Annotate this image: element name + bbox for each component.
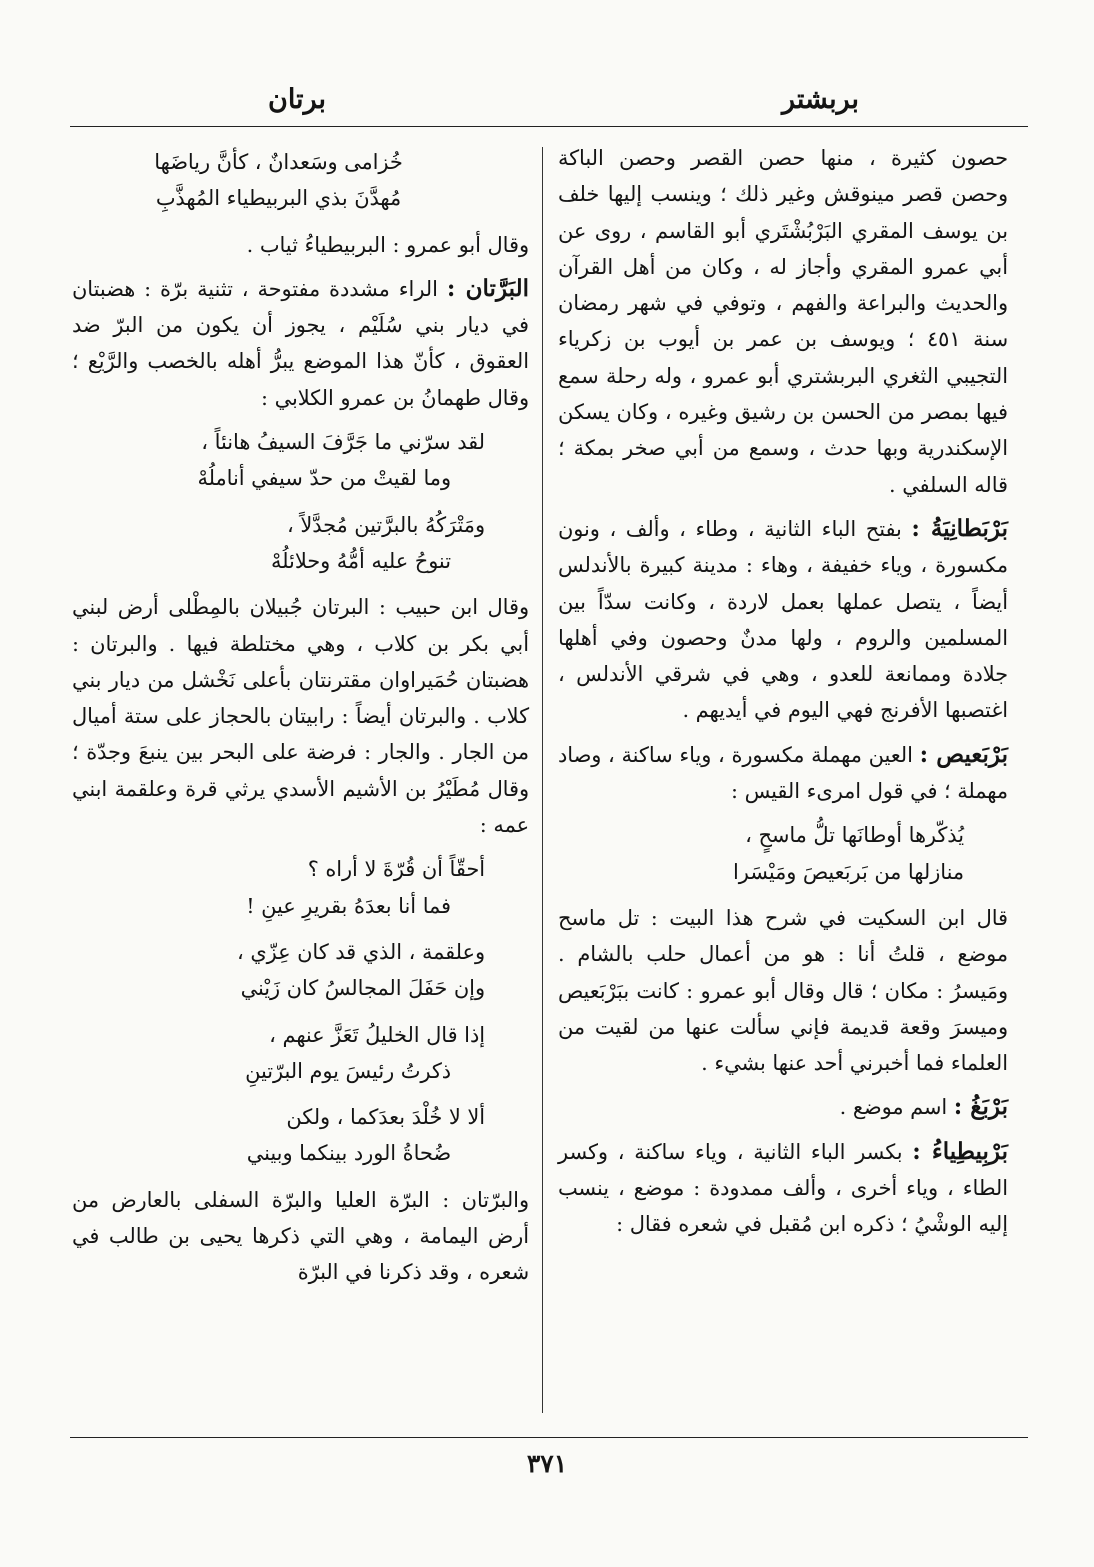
verse-hemistich: أحقّاً أن قُرّةَ لا أراه ؟ <box>307 857 485 882</box>
column-divider <box>542 147 543 1413</box>
quote-line: وقال أبو عمرو : البربيطياءُ ثياب . <box>246 232 529 257</box>
entry-term: البَرَّتان : <box>446 274 529 302</box>
verse-hemistich: وما لقيتْ من حدّ سيفي أناملُهْ <box>197 466 451 491</box>
running-header-right: بربشتر <box>781 84 859 115</box>
entry-text: بفتح الباء الثانية ، وطاء ، وألف ، ونون مكسورة ، وياء خفيفة ، وهاء : مدينة كبيرة بالأندلس أيضاً ، يتصل عملها بعمل لاردة ، وكانت سدّاً بين المسلمين والروم ، ولها مدنٌ وحصون وفي أهلها جلادة وممانعة للعدو ، وهي في شرقي الأندلس ، اغتصبها الأفرنج فهي اليوم في أيديهم . <box>558 516 1008 723</box>
page-number: ٣٧١ <box>526 1449 568 1478</box>
verse-hemistich: مُهدَّنَ بذي البربيطياء المُهذَّبِ <box>155 186 402 211</box>
entry-term: بَرْبَطانِيَةُ : <box>911 514 1008 542</box>
right-column <box>558 140 1008 1251</box>
verse-hemistich: تنوحُ عليه أمُّهُ وحلائلُهْ <box>271 548 451 573</box>
verse-hemistich: ومَتْرَكُهُ بالبرَّتين مُجدَّلاً ، <box>287 512 485 537</box>
verse-hemistich: وعلقمة ، الذي قد كان عِزّي ، <box>237 939 485 964</box>
verse <box>72 1099 529 1172</box>
verse <box>72 144 529 217</box>
entry-term: بَرْبِيطِياءُ : <box>912 1137 1008 1165</box>
entry-barratan <box>72 271 529 416</box>
verse <box>72 851 529 924</box>
entry-continuation: حصون كثيرة ، منها حصن القصر وحصن الباكة وحصن قصر مينوقش وغير ذلك ؛ وينسب إليها خلف بن يوسف المقري البَرْبُشْتَري أبو القاسم ، روى عن أبي عمرو المقري وأجاز له ، وكان من أهل القرآن والحديث والبراعة والفهم ، وتوفي في شهر رمضان سنة ٤٥١ ؛ ويوسف بن عمر بن أيوب بن زكرياء التجيبي الثغري البربشتري أبو عمرو ، وله رحلة سمع فيها بمصر من الحسن بن رشيق وغيره ، وكان يسكن الإسكندرية وبها حدث ، وسمع من أبي صخر بمكة ؛ قاله السلفي . <box>558 146 1009 497</box>
running-header-left: برتان <box>268 84 326 115</box>
entry-barbitiya <box>558 1134 1008 1243</box>
footer-rule <box>70 1437 1028 1438</box>
verse <box>72 1017 529 1090</box>
verse-hemistich: ألا لا خُلْدَ بعدَكما ، ولكن <box>286 1105 485 1130</box>
verse <box>558 817 1008 890</box>
entry-text: العين مهملة مكسورة ، وياء ساكنة ، وصاد مهملة ؛ في قول امرىء القيس : <box>558 742 1008 804</box>
verse <box>72 934 529 1007</box>
verse-hemistich: خُزامى وسَعدانٌ ، كأنَّ رياضَها <box>154 150 403 174</box>
entry-text: اسم موضع . <box>839 1095 948 1120</box>
entry-text: بكسر الباء الثانية ، وياء ساكنة ، وكسر الطاء ، وياء أخرى ، وألف ممدودة : موضع ، ينسب إليه الوشْيُ ؛ ذكره ابن مُقبل في شعره فقال : <box>558 1139 1008 1237</box>
left-column <box>72 140 529 1299</box>
entry-barbataniya <box>558 511 1008 729</box>
verse-hemistich: لقد سرّني ما جَرَّفَ السيفُ هانئاً ، <box>201 430 485 455</box>
verse-hemistich: منازلها من بَربَعيصَ ومَيْسَرا <box>733 859 964 884</box>
verse <box>72 507 529 580</box>
verse-hemistich: يُذكّرها أوطانَها تلُّ ماسحٍ ، <box>745 823 964 848</box>
entry-term: بَرْبَعيص : <box>919 740 1008 768</box>
verse-hemistich: إذا قال الخليلُ تَعَزَّ عنهم ، <box>269 1022 485 1047</box>
entry-term: بَرْبَغُ : <box>953 1093 1008 1121</box>
commentary: قال ابن السكيت في شرح هذا البيت : تل ماسح موضع ، قلتُ أنا : هو من أعمال حلب بالشام . ومَيسرُ : مكان ؛ قال وقال أبو عمرو : كانت ببَرْبَعيص وميسرَ وقعة قديمة فإني سألت عنها من لقيت من العلماء فما أخبرني أحد عنها بشيء . <box>558 905 1008 1076</box>
header-rule <box>70 126 1028 127</box>
entry-text: الراء مشددة مفتوحة ، تثنية برّة : هضبتان في ديار بني سُلَيْم ، يجوز أن يكون من البرّ ضد العقوق ، كأنّ هذا الموضع يبرُّ أهله بالخصب والرَّيْع ؛ وقال طهمانُ بن عمرو الكلابي : <box>72 276 529 410</box>
entry-barbaeis <box>558 737 1008 810</box>
verse-hemistich: وإن حَفَلَ المجالسُ كان زَيْني <box>240 976 485 1001</box>
commentary: والبرّتان : البرّة العليا والبرّة السفلى بالعارض من أرض اليمامة ، وهي التي ذكرها يحيى بن طالب في شعره ، وقد ذكرنا في البرّة <box>72 1187 529 1285</box>
verse-hemistich: ذكرتُ رئيسَ يوم البرّتينِ <box>245 1058 451 1083</box>
commentary: وقال ابن حبيب : البرتان جُبيلان بالمِطْلى أرض لبني أبي بكر بن كلاب ، وهي مختلطة فيها . والبرتان : هضبتان حُمَيراوان مقترنتان بأعلى نَخْشل من ديار بني كلاب . والبرتان أيضاً : رابيتان بالحجاز على ستة أميال من الجار . والجار : فرضة على البحر بين ينبعَ وجدّة ؛ وقال مُطَيْرُ بن الأشيم الأسدي يرثي قرة وعلقمة ابني عمه : <box>72 595 529 838</box>
verse-hemistich: ضُحاةُ الورد بينكما وبيني <box>246 1141 451 1166</box>
verse <box>72 424 529 497</box>
verse-hemistich: فما أنا بعدَهُ بقريرِ عينِ ! <box>246 893 451 918</box>
entry-barbagh <box>558 1089 1008 1125</box>
